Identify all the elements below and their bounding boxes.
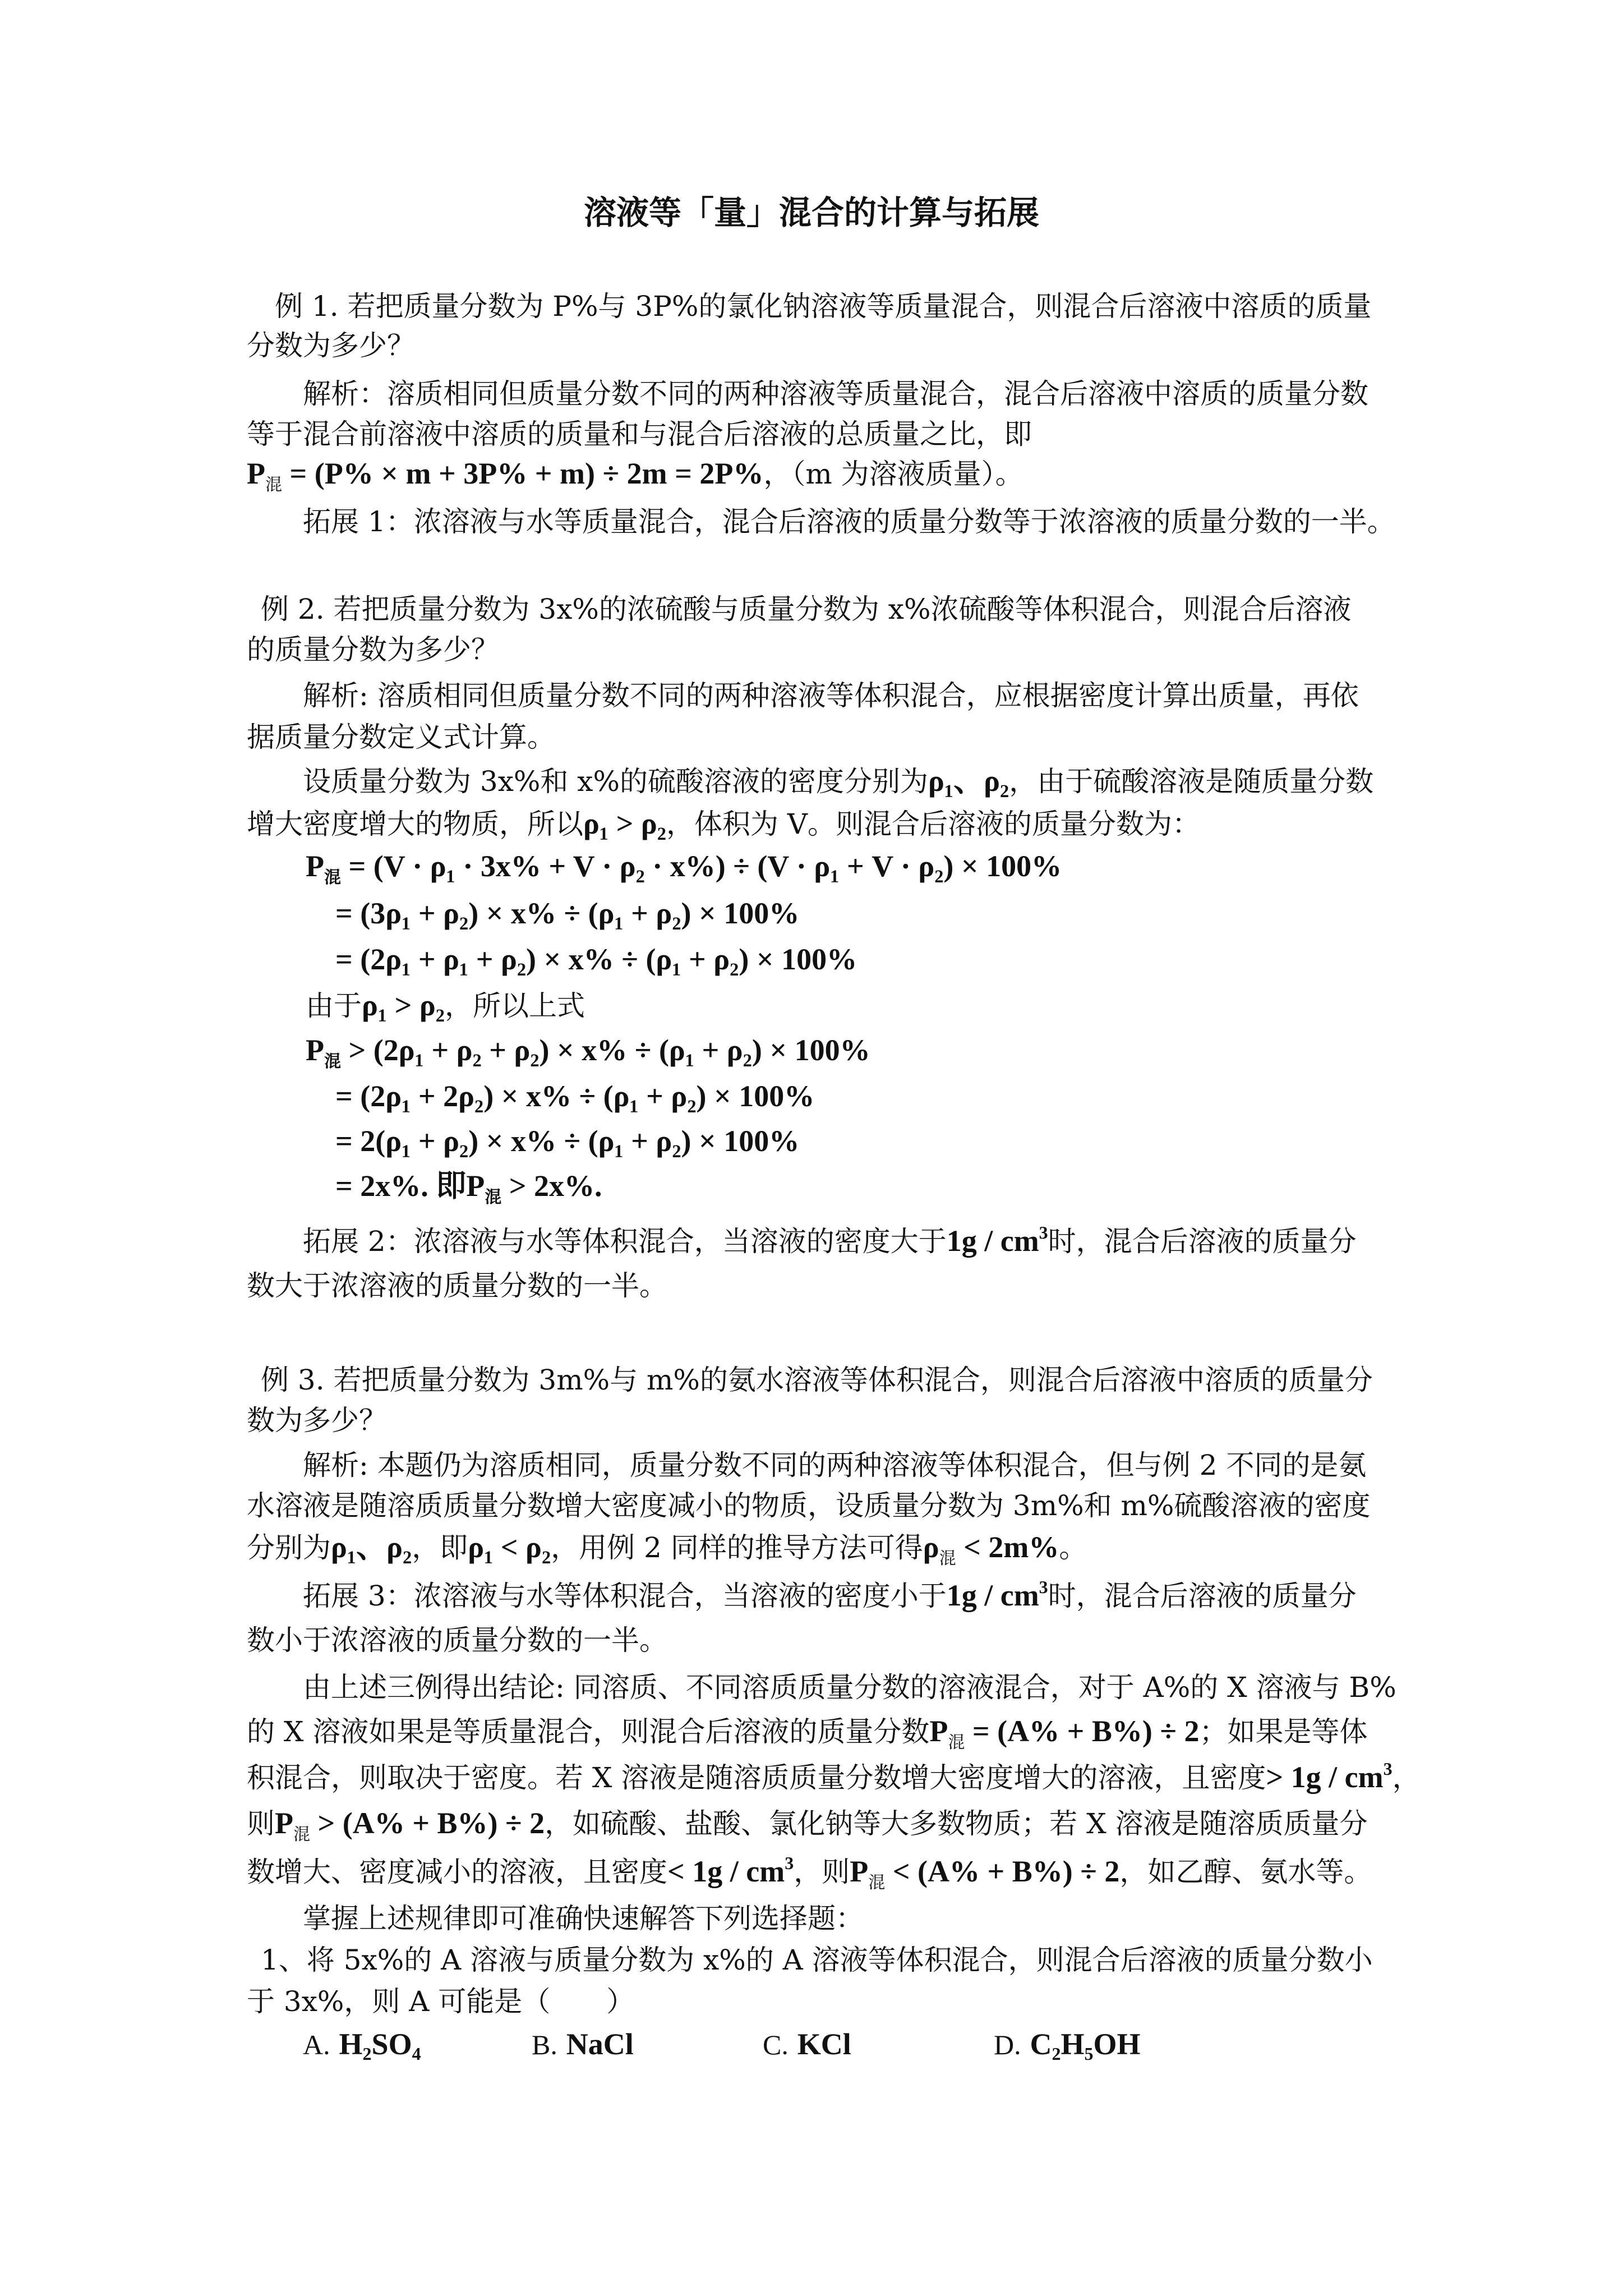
example-1-analysis-line-1: 解析：溶质相同但质量分数不同的两种溶液等质量混合，混合后溶液中溶质的质量分数 (303, 378, 1368, 410)
formula-note: ，（m 为溶液质量）。 (763, 458, 1023, 490)
extension-1: 拓展 1：浓溶液与水等质量混合，混合后溶液的质量分数等于浓溶液的质量分数的一半。 (303, 505, 1395, 538)
unit-exponent: 3 (1039, 1577, 1048, 1597)
example-1-question-line-2: 分数为多少？ (247, 329, 415, 362)
equation-6: = 2(ρ₁ + ρ₂) × x% ÷ (ρ₁ + ρ₂) × 100% (335, 1124, 800, 1158)
equation-1 (306, 848, 1062, 885)
formula-subscript: 混 (868, 1873, 886, 1893)
example-2-analysis-line-1: 解析: 溶质相同但质量分数不同的两种溶液等体积混合，应根据密度计算出质量，再依 (303, 679, 1359, 712)
equation-body: > (2ρ₁ + ρ₂ + ρ₂) × x% ÷ (ρ₁ + ρ₂) × 100% (341, 1033, 870, 1067)
equation-2: = (3ρ₁ + ρ₂) × x% ÷ (ρ₁ + ρ₂) × 100% (335, 896, 800, 930)
equation-result-cont: > 2x%. (501, 1169, 602, 1203)
option-c[interactable] (763, 2026, 851, 2063)
formula-p: P (247, 457, 265, 490)
equation-p: P (306, 1033, 324, 1067)
since-text: 由于 (306, 990, 362, 1022)
option-d-formula: $C_2H_5OH$ (1030, 2027, 1141, 2064)
option-b-label: B. (532, 2029, 557, 2060)
option-d[interactable] (994, 2026, 1141, 2063)
example-2-question-line-1: 例 2. 若把质量分数为 3x%的浓硫酸与质量分数为 x%浓硫酸等体积混合，则混合后溶液 (261, 593, 1352, 625)
analysis-end: 。 (1059, 1531, 1087, 1564)
conclusion-line-6: 掌握上述规律即可准确快速解答下列选择题： (303, 1902, 864, 1935)
formula-body: = (P% × m + 3P% + m) ÷ 2m = 2P% (282, 457, 764, 490)
extension-3-line-1 (303, 1577, 1357, 1614)
conclusion-text: 积混合，则取决于密度。若 X 溶液是随溶质质量分数增大密度增大的溶液，且密度 (247, 1761, 1266, 1794)
option-a-label: A. (303, 2029, 330, 2060)
equation-subscript: 混 (324, 868, 341, 887)
extension-text-cont: 时，混合后溶液的质量分 (1048, 1225, 1357, 1258)
formula-body: = (A% + B%) ÷ 2 (965, 1714, 1200, 1748)
density-inequality: ρ₁ > ρ₂ (362, 988, 445, 1022)
example-3-question-line-1: 例 3. 若把质量分数为 3m%与 m%的氨水溶液等体积混合，则混合后溶液中溶质的质量分 (261, 1364, 1373, 1396)
density-inequality: ρ₁ > ρ₂ (583, 807, 666, 840)
extension-text-cont: 时，混合后溶液的质量分 (1048, 1580, 1357, 1612)
example-2-question-line-2: 的质量分数为多少？ (247, 633, 499, 666)
conclusion-text: ，则 (794, 1856, 850, 1888)
conclusion-text: 数增大、密度减小的溶液，且密度 (247, 1856, 667, 1888)
conclusion-line-2 (247, 1713, 1368, 1750)
conclusion-text-end: ，如乙醇、氨水等。 (1119, 1856, 1372, 1888)
density-unit: 1g / cm (946, 1224, 1039, 1258)
since-line (306, 987, 585, 1024)
unit-exponent: 3 (1039, 1222, 1048, 1243)
example-2-setup-line-1 (303, 763, 1373, 799)
example-2-analysis-line-2: 据质量分数定义式计算。 (247, 721, 555, 753)
formula-body: > (A% + B%) ÷ 2 (310, 1806, 545, 1840)
formula-p: P (929, 1714, 948, 1748)
setup-text: 增大密度增大的物质，所以 (247, 808, 583, 840)
analysis-text: ，用例 2 同样的推导方法可得 (551, 1531, 923, 1564)
equation-5: = (2ρ₁ + 2ρ₂) × x% ÷ (ρ₁ + ρ₂) × 100% (335, 1079, 815, 1113)
extension-text: 拓展 2：浓溶液与水等体积混合，当溶液的密度大于 (303, 1225, 947, 1258)
analysis-text: 分别为 (247, 1531, 331, 1564)
page-title: 溶液等「量」混合的计算与拓展 (583, 194, 1039, 232)
density-threshold: < 1g / cm (667, 1855, 785, 1888)
conclusion-line-3 (247, 1759, 1421, 1796)
equation-result: = 2x%. 即P (335, 1169, 485, 1203)
unit-exponent: 3 (785, 1853, 794, 1873)
question-1-line-2: 于 3x%，则 A 可能是（ ） (247, 1985, 635, 2018)
example-1-formula (247, 455, 1023, 495)
conclusion-line-5 (247, 1853, 1372, 1893)
formula-p: P (850, 1855, 869, 1888)
extension-2-line-1 (303, 1223, 1357, 1259)
analysis-text: ，即 (412, 1531, 468, 1564)
example-3-analysis-line-3 (247, 1529, 1087, 1566)
equation-subscript: 混 (485, 1188, 502, 1207)
example-3-question-line-2: 数为多少？ (247, 1404, 387, 1437)
equation-4 (306, 1032, 870, 1069)
equation-body: = (V · ρ₁ · 3x% + V · ρ₂ · x%) ÷ (V · ρ₁ + V · ρ₂) × 100% (341, 849, 1062, 883)
extension-3-line-2: 数小于浓溶液的质量分数的一半。 (247, 1624, 667, 1657)
equation-p: P (306, 849, 324, 883)
question-1-line-1: 1、将 5x%的 A 溶液与质量分数为 x%的 A 溶液等体积混合，则混合后溶液的质量分数小 (261, 1944, 1373, 1976)
formula-subscript: 混 (293, 1825, 310, 1844)
extension-text: 拓展 3：浓溶液与水等体积混合，当溶液的密度小于 (303, 1580, 947, 1612)
conclusion-text-cont: ；如果是等体 (1199, 1715, 1368, 1748)
example-1-question-line-1: 例 1. 若把质量分数为 P%与 3P%的氯化钠溶液等质量混合，则混合后溶液中溶质的质量 (275, 290, 1372, 323)
formula-p: P (275, 1806, 293, 1840)
option-b[interactable] (532, 2026, 634, 2063)
formula-subscript: 混 (948, 1733, 965, 1752)
option-a[interactable] (303, 2026, 421, 2063)
option-c-formula: KCl (797, 2027, 851, 2061)
since-text-cont: ，所以上式 (444, 990, 585, 1022)
equation-3: = (2ρ₁ + ρ₁ + ρ₂) × x% ÷ (ρ₁ + ρ₂) × 100% (335, 942, 857, 976)
result-rho: ρ (923, 1530, 939, 1564)
formula-body: < (A% + B%) ÷ 2 (885, 1855, 1120, 1888)
density-threshold: > 1g / cm (1266, 1760, 1384, 1794)
conclusion-line-4 (247, 1805, 1368, 1842)
example-2-setup-line-2 (247, 806, 1200, 842)
setup-text: 设质量分数为 3x%和 x%的硫酸溶液的密度分别为 (303, 765, 929, 798)
example-3-analysis-line-1: 解析: 本题仍为溶质相同，质量分数不同的两种溶液等体积混合，但与例 2 不同的是氨 (303, 1449, 1367, 1481)
density-pair: ρ₁、ρ₂ (928, 764, 1009, 798)
result-inequality: < 2m% (956, 1530, 1059, 1564)
result-subscript: 混 (939, 1549, 956, 1568)
conclusion-text: 则 (247, 1807, 275, 1840)
example-3-analysis-line-2: 水溶液是随溶质质量分数增大密度减小的物质，设质量分数为 3m%和 m%硫酸溶液的密度 (247, 1489, 1371, 1522)
conclusion-text-cont: ，如硫酸、盐酸、氯化钠等大多数物质；若 X 溶液是随溶质质量分 (545, 1807, 1368, 1840)
conclusion-line-1: 由上述三例得出结论: 同溶质、不同溶质质量分数的溶液混合，对于 A%的 X 溶液与 B% (303, 1671, 1396, 1704)
setup-text-cont: ，体积为 V。则混合后溶液的质量分数为： (666, 808, 1200, 840)
option-a-formula: $H_2SO_4$ (339, 2027, 421, 2064)
density-pair: ρ₁、ρ₂ (331, 1530, 412, 1564)
extension-2-line-2: 数大于浓溶液的质量分数的一半。 (247, 1269, 667, 1302)
formula-subscript: 混 (265, 475, 282, 495)
option-c-label: C. (763, 2029, 789, 2060)
equation-7 (335, 1168, 602, 1207)
unit-exponent: 3 (1383, 1759, 1393, 1779)
equation-subscript: 混 (324, 1052, 341, 1071)
conclusion-text-cont: ， (1392, 1761, 1421, 1794)
density-inequality: ρ₁ < ρ₂ (468, 1530, 551, 1564)
option-b-formula: NaCl (566, 2027, 634, 2061)
option-d-label: D. (994, 2029, 1021, 2060)
conclusion-text: 的 X 溶液如果是等质量混合，则混合后溶液的质量分数 (247, 1715, 930, 1748)
example-1-analysis-line-2: 等于混合前溶液中溶质的质量和与混合后溶液的总质量之比，即 (247, 418, 1032, 450)
setup-text-cont: ，由于硫酸溶液是随质量分数 (1009, 765, 1374, 798)
density-unit: 1g / cm (946, 1579, 1039, 1612)
